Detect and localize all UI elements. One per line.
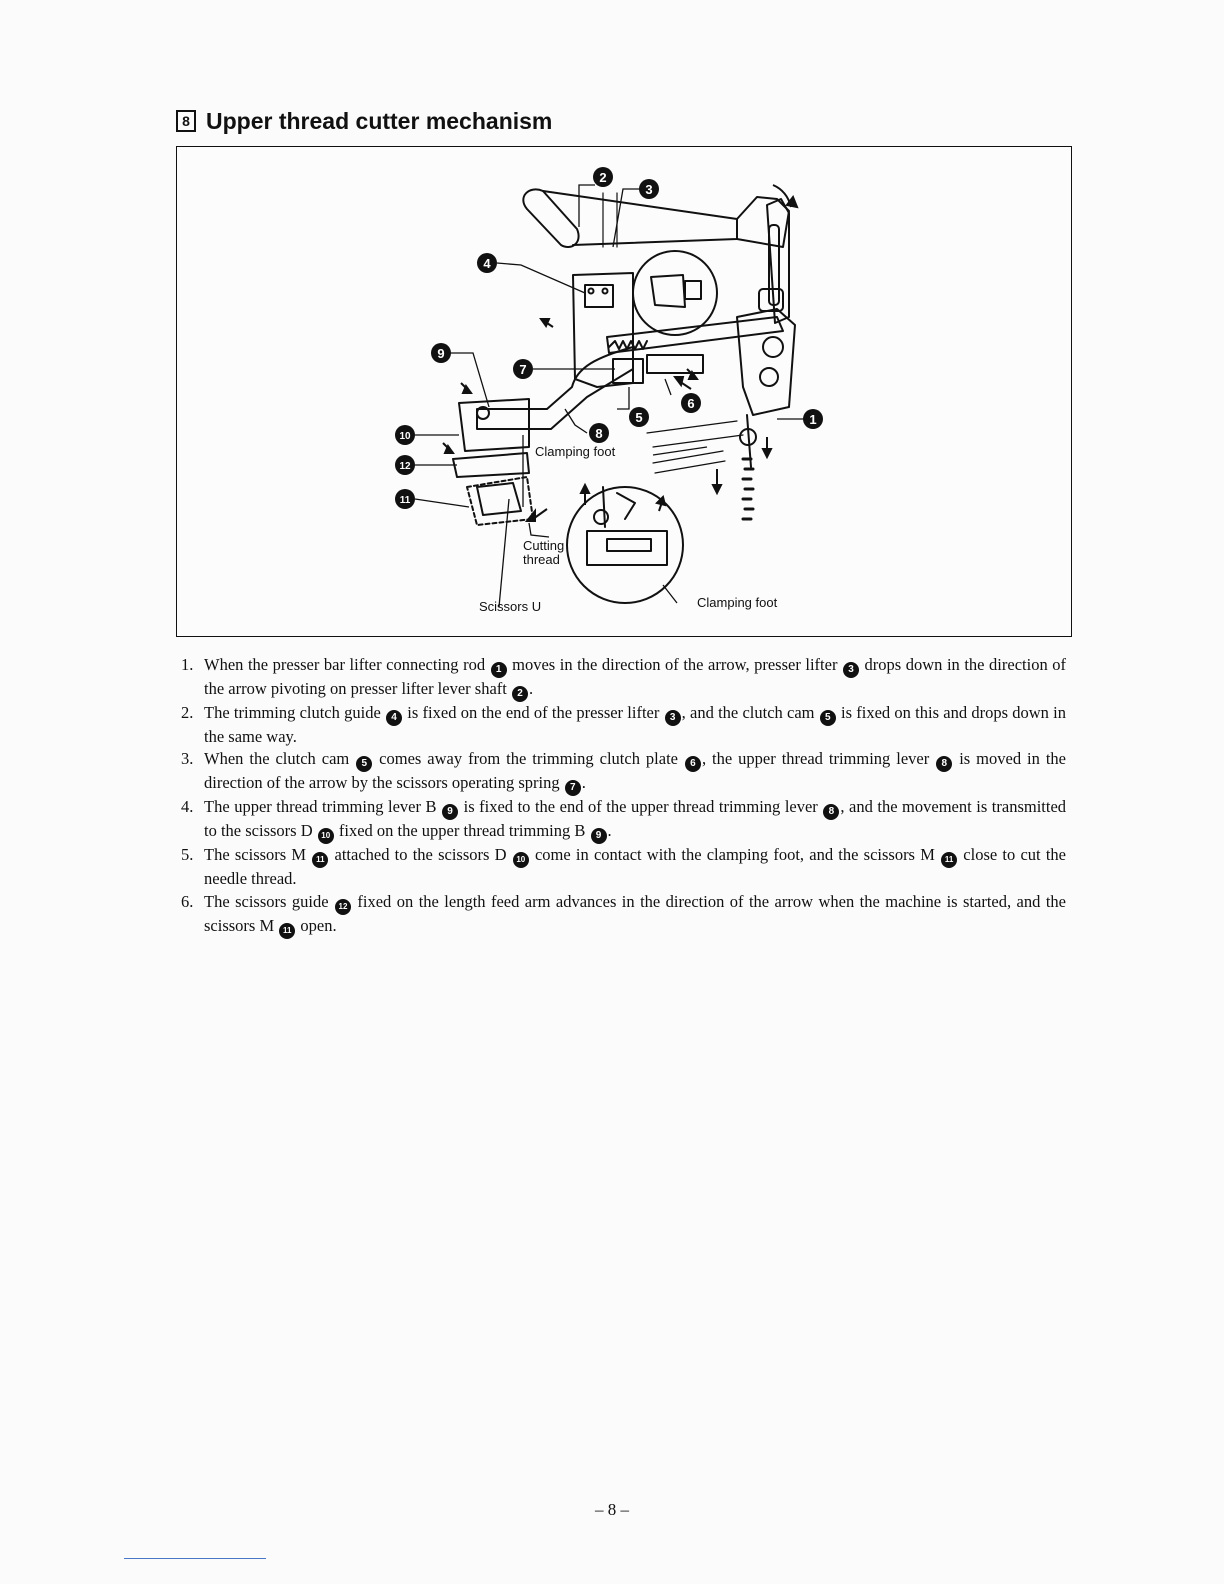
mechanism-figure: [176, 146, 1072, 637]
step-item: [176, 702, 1066, 748]
step-number: 2.: [181, 703, 194, 722]
step-text-segment: come in contact with the clamping foot, and the scissors M: [529, 845, 941, 865]
step-text-segment: close to cut the needle thread.: [204, 845, 1066, 889]
callout-4: 4: [483, 256, 491, 271]
step-text-segment: .: [607, 821, 612, 841]
step-text-segment: is moved in the direction of the arrow by the scissors operating spring: [204, 749, 1067, 793]
callout-ref: 3: [665, 710, 681, 726]
step-text-segment: is fixed on the end of the presser lifter: [403, 703, 664, 722]
callout-ref: 9: [591, 828, 607, 844]
step-text: [204, 845, 1066, 888]
callout-9: 9: [437, 346, 445, 361]
label-clamping-foot-top: Clamping foot: [535, 444, 616, 459]
step-number: 6.: [181, 891, 194, 911]
step-text-segment: The scissors guide: [204, 891, 334, 911]
step-text-segment: , and the clutch cam: [681, 703, 819, 722]
step-text-segment: The scissors M: [204, 845, 312, 865]
label-cutting-thread: Cutting thread: [523, 538, 565, 567]
section-title: Upper thread cutter mechanism: [206, 107, 553, 134]
label-clamping-foot-bottom: Clamping foot: [697, 595, 778, 610]
callout-10: 10: [399, 431, 411, 442]
callout-ref: 5: [356, 756, 372, 772]
step-item: [176, 844, 1066, 890]
step-text-segment: fixed on the upper thread trimming B: [334, 821, 590, 841]
step-text: [204, 749, 1066, 792]
step-text-segment: .: [528, 679, 534, 698]
step-text-segment: When the clutch cam: [204, 749, 356, 769]
step-text-segment: is fixed on this and drops down in the same way.: [204, 703, 1067, 746]
callout-12: 12: [399, 461, 411, 472]
footer-rule: [124, 1558, 266, 1559]
callout-ref: 11: [312, 852, 328, 868]
step-text-segment: , the upper thread trimming lever: [701, 749, 936, 769]
step-number: 5.: [181, 845, 194, 865]
step-text-segment: attached to the scissors D: [329, 845, 512, 865]
step-text-segment: When the presser bar lifter connecting rod: [204, 655, 490, 674]
step-text: [204, 655, 1066, 698]
callout-7: 7: [519, 362, 527, 377]
step-text-segment: fixed on the length feed arm advances in the direction of the arrow when the machine is started, and the scissors M: [204, 891, 1066, 935]
step-text-segment: comes away from the trimming clutch plate: [373, 749, 684, 769]
callout-11: 11: [399, 495, 411, 506]
callout-ref: 4: [386, 710, 402, 726]
page-number: – 8 –: [595, 1500, 629, 1519]
step-text: [204, 703, 1066, 746]
callout-ref: 11: [279, 923, 295, 939]
callout-6: 6: [687, 396, 695, 411]
step-text-segment: moves in the direction of the arrow, presser lifter: [507, 655, 842, 674]
step-text: [204, 797, 1066, 840]
step-item: [176, 891, 1066, 939]
step-text-segment: is fixed to the end of the upper thread trimming lever: [459, 797, 823, 817]
callout-2: 2: [599, 170, 607, 185]
label-scissors-u: Scissors U: [479, 599, 542, 614]
callout-ref: 5: [820, 710, 836, 726]
step-item: [176, 796, 1066, 844]
step-text-segment: , and the movement is transmitted to the scissors D: [204, 797, 1067, 841]
callout-ref: 10: [513, 852, 529, 868]
step-text: [204, 892, 1066, 935]
section-number-box: 8: [176, 110, 196, 132]
step-text-segment: The trimming clutch guide: [204, 703, 386, 722]
step-item: [176, 654, 1066, 702]
step-item: [176, 748, 1066, 796]
callout-ref: 7: [565, 780, 581, 796]
step-number: 3.: [181, 749, 194, 769]
callout-ref: 1: [491, 662, 507, 678]
step-text-segment: The upper thread trimming lever B: [204, 797, 442, 817]
callout-ref: 2: [512, 686, 528, 702]
callout-ref: 9: [442, 804, 458, 820]
mechanism-drawing: [177, 147, 1073, 638]
step-text-segment: open.: [296, 915, 337, 935]
section-heading: [176, 104, 552, 138]
callout-ref: 11: [941, 852, 957, 868]
callout-ref: 6: [685, 756, 701, 772]
procedure-steps: [176, 654, 1066, 939]
callout-ref: 10: [318, 828, 334, 844]
step-number: 1.: [181, 655, 194, 674]
callout-ref: 12: [335, 899, 351, 915]
callout-ref: 3: [843, 662, 859, 678]
callout-ref: 8: [823, 804, 839, 820]
callout-ref: 8: [936, 756, 952, 772]
step-text-segment: drops down in the direction of the arrow pivoting on presser lifter lever shaft: [204, 655, 1066, 698]
step-text-segment: .: [581, 773, 586, 793]
callout-8: 8: [595, 426, 603, 441]
callout-5: 5: [635, 410, 643, 425]
step-number: 4.: [181, 797, 194, 817]
callout-3: 3: [645, 182, 653, 197]
callout-1: 1: [809, 412, 817, 427]
